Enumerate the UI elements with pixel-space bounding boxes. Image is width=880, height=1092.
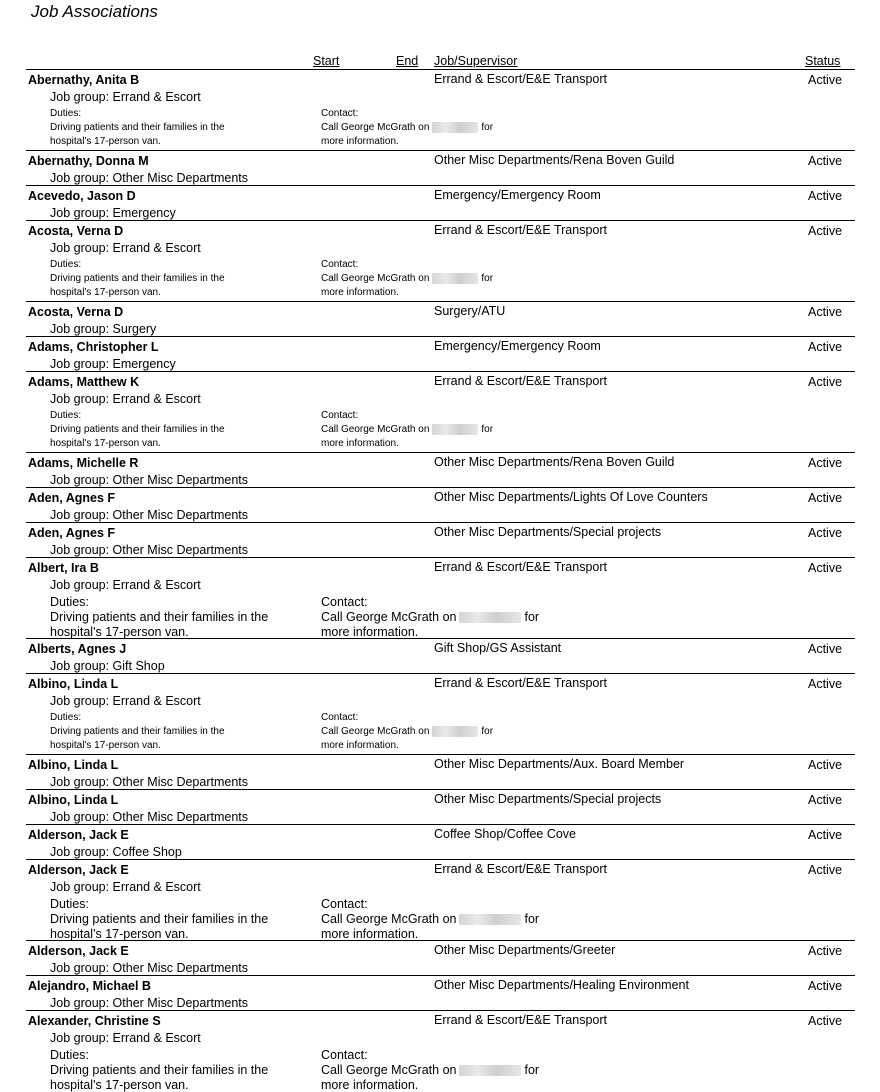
job-group: Job group: Errand & Escort [50,880,201,894]
job-supervisor: Other Misc Departments/Rena Boven Guild [434,455,675,469]
volunteer-name: Alberts, Agnes J [28,642,127,656]
contact-text [321,610,539,624]
job-supervisor: Coffee Shop/Coffee Cove [434,827,576,841]
duties-label: Duties: [50,108,82,119]
contact-suffix: for [524,610,540,624]
duties-text: Driving patients and their families in the [50,726,225,737]
status-value: Active [808,189,843,203]
contact-label: Contact: [321,1048,368,1062]
job-group: Job group: Emergency [50,357,176,371]
job-group: Job group: Surgery [50,322,157,336]
volunteer-name: Aden, Agnes F [28,491,116,505]
job-group: Job group: Coffee Shop [50,845,182,859]
table-row [26,755,855,790]
volunteer-name: Adams, Matthew K [28,375,140,389]
status-value: Active [808,340,843,354]
job-supervisor: Errand & Escort/E&E Transport [434,560,607,574]
status-value: Active [808,491,843,505]
status-value: Active [808,305,843,319]
job-group: Job group: Other Misc Departments [50,543,248,557]
job-group: Job group: Errand & Escort [50,241,201,255]
contact-prefix: Call George McGrath on [321,912,457,926]
contact-label: Contact: [321,108,359,119]
duties-label: Duties: [50,410,82,421]
volunteer-name: Abernathy, Donna M [28,154,149,168]
status-value: Active [808,1014,843,1028]
duties-text: Driving patients and their families in the [50,1063,269,1077]
table-row [26,790,855,825]
duties-text: hospital's 17-person van. [50,625,189,639]
duties-text: hospital's 17-person van. [50,740,161,751]
contact-suffix: for [481,122,494,134]
status-value: Active [808,758,843,772]
job-group: Job group: Other Misc Departments [50,508,248,522]
status-value: Active [808,456,843,470]
contact-label: Contact: [321,410,359,421]
contact-text: more information. [321,438,399,449]
duties-label: Duties: [50,595,89,609]
contact-prefix: Call George McGrath on [321,610,457,624]
table-row [26,453,855,488]
status-value: Active [808,561,843,575]
duties-label: Duties: [50,1048,89,1062]
table-row [26,372,855,453]
duties-label: Duties: [50,897,89,911]
table-row [26,70,855,151]
contact-prefix: Call George McGrath on [321,122,430,134]
job-supervisor: Errand & Escort/E&E Transport [434,223,607,237]
status-value: Active [808,677,843,691]
job-group: Job group: Other Misc Departments [50,996,248,1010]
job-group: Job group: Errand & Escort [50,578,201,592]
job-group: Job group: Other Misc Departments [50,810,248,824]
column-header-end: End [396,54,419,68]
table-row [26,1011,855,1091]
status-value: Active [808,944,843,958]
volunteer-name: Alejandro, Michael B [28,979,151,993]
job-group: Job group: Other Misc Departments [50,473,248,487]
duties-label: Duties: [50,712,82,723]
job-group: Job group: Other Misc Departments [50,775,248,789]
job-supervisor: Emergency/Emergency Room [434,188,601,202]
table-row [26,639,855,674]
job-supervisor: Other Misc Departments/Aux. Board Member [434,757,685,771]
volunteer-name: Albino, Linda L [28,758,119,772]
job-supervisor: Other Misc Departments/Special projects [434,525,662,539]
job-supervisor: Other Misc Departments/Special projects [434,792,662,806]
volunteer-name: Alexander, Christine S [28,1014,161,1028]
table-row [26,976,855,1011]
duties-text: Driving patients and their families in the [50,610,269,624]
contact-suffix: for [481,424,494,436]
table-row [26,941,855,976]
contact-prefix: Call George McGrath on [321,1063,457,1077]
job-supervisor: Errand & Escort/E&E Transport [434,676,607,690]
table-row [26,558,855,639]
duties-text: hospital's 17-person van. [50,287,161,298]
status-value: Active [808,828,843,842]
status-value: Active [808,224,843,238]
association-list [0,70,880,1091]
column-header-start: Start [313,54,340,68]
redacted-phone [432,122,478,133]
redacted-phone [432,726,478,737]
job-supervisor: Surgery/ATU [434,304,506,318]
contact-prefix: Call George McGrath on [321,424,430,436]
volunteer-name: Abernathy, Anita B [28,73,140,87]
job-supervisor: Gift Shop/GS Assistant [434,641,562,655]
status-value: Active [808,793,843,807]
volunteer-name: Acosta, Verna D [28,305,124,319]
table-row [26,151,855,186]
duties-text: hospital's 17-person van. [50,136,161,147]
duties-text: hospital's 17-person van. [50,438,161,449]
volunteer-name: Alderson, Jack E [28,863,129,877]
contact-label: Contact: [321,595,368,609]
volunteer-name: Alderson, Jack E [28,944,129,958]
job-supervisor: Other Misc Departments/Lights Of Love Counters [434,490,708,504]
duties-text: Driving patients and their families in the [50,424,225,435]
redacted-phone [459,1065,521,1076]
job-supervisor: Errand & Escort/E&E Transport [434,1013,607,1027]
volunteer-name: Albert, Ira B [28,561,99,575]
table-row [26,302,855,337]
volunteer-name: Alderson, Jack E [28,828,129,842]
column-header-status: Status [805,54,841,68]
table-row [26,523,855,558]
contact-text: more information. [321,625,419,639]
contact-text: more information. [321,927,419,941]
status-value: Active [808,979,843,993]
table-row [26,860,855,941]
contact-text [321,273,493,284]
volunteer-name: Acevedo, Jason D [28,189,136,203]
job-supervisor: Emergency/Emergency Room [434,339,601,353]
volunteer-name: Adams, Christopher L [28,340,159,354]
status-value: Active [808,863,843,877]
job-group: Job group: Emergency [50,206,176,220]
volunteer-name: Albino, Linda L [28,793,119,807]
table-row [26,674,855,755]
contact-suffix: for [481,726,494,738]
redacted-phone [432,273,478,284]
volunteer-name: Adams, Michelle R [28,456,139,470]
job-group: Job group: Errand & Escort [50,694,201,708]
job-supervisor: Errand & Escort/E&E Transport [434,374,607,388]
job-group: Job group: Errand & Escort [50,392,201,406]
table-row [26,186,855,221]
contact-prefix: Call George McGrath on [321,726,430,738]
contact-text: more information. [321,1078,419,1092]
job-supervisor: Other Misc Departments/Healing Environment [434,978,689,992]
duties-text: hospital's 17-person van. [50,1078,189,1092]
contact-suffix: for [481,273,494,285]
job-supervisor: Errand & Escort/E&E Transport [434,862,607,876]
contact-text [321,1063,539,1077]
status-value: Active [808,154,843,168]
duties-text: Driving patients and their families in the [50,273,225,284]
volunteer-name: Acosta, Verna D [28,224,124,238]
table-row [26,337,855,372]
duties-text: Driving patients and their families in the [50,122,225,133]
duties-text: hospital's 17-person van. [50,927,189,941]
contact-text: more information. [321,136,399,147]
status-value: Active [808,642,843,656]
job-supervisor: Other Misc Departments/Greeter [434,943,616,957]
report-title: Job Associations [31,2,158,21]
status-value: Active [808,73,843,87]
job-group: Job group: Errand & Escort [50,1031,201,1045]
contact-label: Contact: [321,897,368,911]
status-value: Active [808,526,843,540]
job-group: Job group: Errand & Escort [50,90,201,104]
contact-suffix: for [524,912,540,926]
job-supervisor: Errand & Escort/E&E Transport [434,72,607,86]
contact-suffix: for [524,1063,540,1077]
table-row [26,488,855,523]
job-group: Job group: Gift Shop [50,659,165,673]
column-header-job: Job/Supervisor [434,54,518,68]
contact-prefix: Call George McGrath on [321,273,430,285]
contact-text [321,726,493,737]
status-value: Active [808,375,843,389]
volunteer-name: Aden, Agnes F [28,526,116,540]
volunteer-name: Albino, Linda L [28,677,119,691]
duties-text: Driving patients and their families in the [50,912,269,926]
contact-text: more information. [321,740,399,751]
job-group: Job group: Other Misc Departments [50,171,248,185]
job-group: Job group: Other Misc Departments [50,961,248,975]
contact-text [321,122,493,133]
redacted-phone [432,424,478,435]
contact-text [321,912,539,926]
contact-text [321,424,493,435]
duties-label: Duties: [50,259,82,270]
table-row [26,221,855,302]
contact-label: Contact: [321,259,359,270]
job-supervisor: Other Misc Departments/Rena Boven Guild [434,153,675,167]
contact-label: Contact: [321,712,359,723]
redacted-phone [459,612,521,623]
contact-text: more information. [321,287,399,298]
redacted-phone [459,914,521,925]
table-row [26,825,855,860]
